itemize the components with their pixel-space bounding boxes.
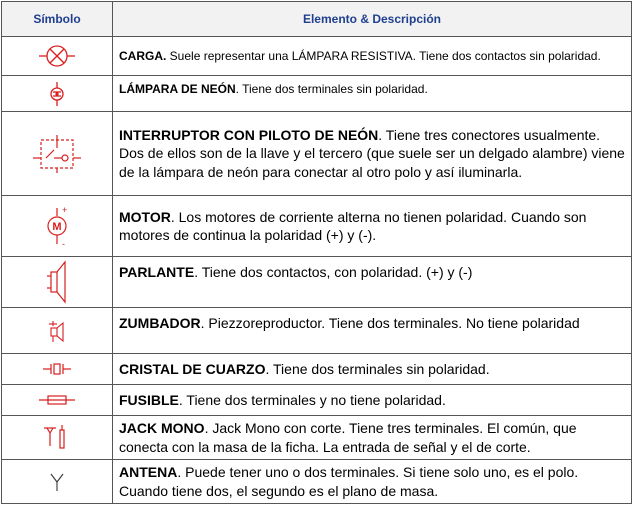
table-row bbox=[2, 257, 632, 308]
table-row bbox=[2, 354, 632, 385]
buzzer-icon bbox=[47, 318, 67, 344]
symbol-cell bbox=[2, 76, 113, 112]
component-name: INTERRUPTOR CON PILOTO DE NEÓN bbox=[119, 126, 379, 143]
component-description: . Jack Mono con corte. Tiene tres terminales. El común, que conecta con la masa de la ficha. La entrada de señal y el de corte. bbox=[119, 420, 577, 455]
component-name: ZUMBADOR bbox=[119, 315, 201, 331]
header-element: Elemento & Descripción bbox=[113, 2, 632, 37]
component-description: . Tiene tres conectores usualmente. Dos de ellos son de la llave y el tercero (que suele ser un delgado alambre) viene de la lámpara de neón para conectar al otro polo y así iluminarla. bbox=[119, 126, 625, 180]
neon-pilot-switch-icon bbox=[32, 134, 82, 174]
component-name: MOTOR bbox=[119, 208, 171, 225]
symbol-cell bbox=[2, 385, 113, 416]
component-description: . Los motores de corriente alterna no tienen polaridad. Cuando son motores de continua la polaridad (+) y (-). bbox=[119, 208, 587, 243]
symbol-cell bbox=[2, 416, 113, 460]
component-name: CRISTAL DE CUARZO bbox=[119, 360, 266, 377]
header-row bbox=[2, 2, 632, 37]
description-cell bbox=[113, 385, 632, 416]
components-table bbox=[1, 1, 632, 504]
component-description: . Tiene dos contactos, con polaridad. (+) y (-) bbox=[194, 264, 473, 280]
table-row bbox=[2, 112, 632, 196]
table-row bbox=[2, 460, 632, 504]
symbol-cell bbox=[2, 196, 113, 257]
neon-lamp-icon bbox=[49, 81, 65, 107]
table-row bbox=[2, 196, 632, 257]
table-row bbox=[2, 385, 632, 416]
motor-plus-sign: + bbox=[62, 205, 68, 215]
symbol-cell bbox=[2, 37, 113, 76]
description-cell bbox=[113, 112, 632, 196]
symbol-cell bbox=[2, 308, 113, 354]
table-row bbox=[2, 416, 632, 460]
description-cell bbox=[113, 308, 632, 354]
component-description: . Tiene dos terminales sin polaridad. bbox=[235, 82, 428, 96]
description-cell bbox=[113, 196, 632, 257]
table-row bbox=[2, 37, 632, 76]
quartz-crystal-icon bbox=[42, 362, 72, 376]
lamp-load-icon bbox=[37, 43, 77, 69]
description-cell bbox=[113, 354, 632, 385]
description-cell bbox=[113, 257, 632, 308]
header-symbol: Símbolo bbox=[2, 2, 113, 37]
motor-minus-sign: - bbox=[62, 239, 65, 248]
component-description: . Puede tener uno o dos terminales. Si tiene solo uno, es el polo. Cuando tiene dos, el segundo es el plano de masa. bbox=[119, 464, 579, 499]
table-row bbox=[2, 308, 632, 354]
motor-icon bbox=[42, 204, 72, 248]
antenna-icon bbox=[49, 471, 65, 493]
mono-jack-icon bbox=[43, 424, 71, 452]
description-cell bbox=[113, 460, 632, 504]
component-name: ANTENA bbox=[119, 464, 178, 481]
component-description: . Tiene dos terminales y no tiene polaridad. bbox=[178, 391, 446, 408]
component-description: . Piezzoreproductor. Tiene dos terminales. No tiene polaridad bbox=[200, 315, 580, 331]
component-name: LÁMPARA DE NEÓN bbox=[119, 82, 236, 96]
fuse-icon bbox=[38, 394, 76, 406]
component-name: JACK MONO bbox=[119, 420, 205, 437]
table-row bbox=[2, 76, 632, 112]
symbol-cell bbox=[2, 354, 113, 385]
symbol-cell bbox=[2, 257, 113, 308]
description-cell bbox=[113, 37, 632, 76]
description-cell bbox=[113, 76, 632, 112]
speaker-icon bbox=[45, 259, 69, 305]
description-cell bbox=[113, 416, 632, 460]
component-name: PARLANTE bbox=[119, 264, 195, 280]
symbol-cell bbox=[2, 460, 113, 504]
component-description: . Tiene dos terminales sin polaridad. bbox=[265, 360, 490, 377]
component-name: FUSIBLE bbox=[119, 391, 179, 408]
component-description: Suele representar una LÁMPARA RESISTIVA. Tiene dos contactos sin polaridad. bbox=[166, 48, 601, 63]
component-name: CARGA. bbox=[119, 48, 167, 63]
motor-label: M bbox=[52, 221, 62, 233]
symbol-cell bbox=[2, 112, 113, 196]
